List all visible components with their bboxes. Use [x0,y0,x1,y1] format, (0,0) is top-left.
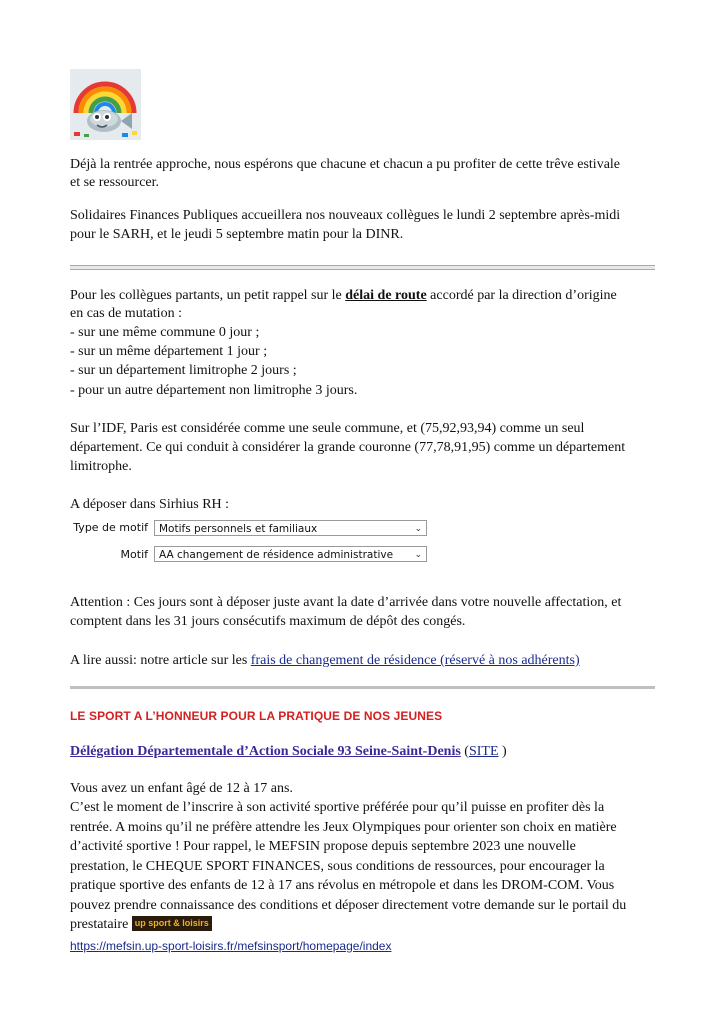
rainbow-fish-icon [70,69,141,140]
delai-item: - sur une même commune 0 jour ; [70,325,260,340]
welcome-line: pour le SARH, et le jeudi 5 septembre matin pour la DINR. [70,227,404,242]
sport-line: rentrée. A moins qu’il ne préfère attendre les Jeux Olympiques pour orienter son choix en matière [70,820,617,835]
attention-line: comptent dans les 31 jours consécutifs maximum de dépôt des congés. [70,614,466,629]
chevron-down-icon: ⌄ [414,550,422,560]
prestataire-text: prestataire [70,917,129,932]
chevron-down-icon: ⌄ [414,524,422,534]
delai-lead [70,287,617,305]
delai-lead-pre: Pour les collègues partants, un petit rappel sur le [70,288,346,303]
mefsin-portal-link[interactable]: https://mefsin.up-sport-loisirs.fr/mefsinsport/homepage/index [70,939,392,953]
sport-line: C’est le moment de l’inscrire à son activité sportive préférée pour qu’il puisse en profiter dès la [70,800,605,815]
delegation-line [70,743,507,761]
intro-line: et se ressourcer. [70,175,160,190]
idf-line: limitrophe. [70,459,132,474]
lire-aussi-text: A lire aussi: notre article sur les [70,653,251,668]
sport-line: pratique sportive des enfants de 12 à 17 ans révolus en métropole et dans les DROM-COM. Vous [70,878,615,893]
deposer-label: A déposer dans Sirhius RH : [70,497,230,512]
delai-item: - sur un même département 1 jour ; [70,344,268,359]
type-de-motif-value: Motifs personnels et familiaux [159,523,318,535]
sport-line: d’activité sportive ! Pour rappel, le MEFSIN propose depuis septembre 2023 une nouvelle [70,839,576,854]
site-link[interactable]: SITE [468,744,499,759]
delai-lead-line2: en cas de mutation : [70,306,182,321]
type-de-motif-label: Type de motif [73,521,148,534]
frais-changement-residence-link[interactable]: frais de changement de résidence (réservé à nos adhérents) [250,653,580,668]
delai-item: - sur un département limitrophe 2 jours ; [70,363,297,378]
attention-line: Attention : Ces jours sont à déposer juste avant la date d’arrivée dans votre nouvelle affectation, et [70,595,622,610]
delai-lead-post: accordé par la direction d’origine [426,288,617,303]
site-open: ( [460,744,469,759]
divider [70,265,655,270]
up-sport-loisirs-logo: up sport & loisirs [132,916,212,931]
divider [70,686,655,689]
delai-item: - pour un autre département non limitrophe 3 jours. [70,383,358,398]
logo-image [70,69,141,140]
sport-heading: LE SPORT A L’HONNEUR POUR LA PRATIQUE DE NOS JEUNES [70,709,443,723]
motif-select[interactable] [154,546,427,562]
sport-line: pouvez prendre connaissance des conditions et déposer directement votre demande sur le portail du [70,898,627,913]
idf-line: département. Ce qui conduit à considérer la grande couronne (77,78,91,95) comme un département [70,440,626,455]
idf-line: Sur l’IDF, Paris est considérée comme une seule commune, et (75,92,93,94) comme un seul [70,421,585,436]
site-close: ) [498,744,507,759]
motif-value: AA changement de résidence administrative [159,549,394,561]
sport-line: prestation, le CHEQUE SPORT FINANCES, sous conditions de ressources, pour encourager la [70,859,605,874]
delai-de-route-term: délai de route [345,288,427,303]
delegation-link[interactable]: Délégation Départementale d’Action Sociale 93 Seine-Saint-Denis [70,744,461,759]
sport-line: Vous avez un enfant âgé de 12 à 17 ans. [70,781,293,796]
lire-aussi [70,652,580,670]
welcome-line: Solidaires Finances Publiques accueillera nos nouveaux collègues le lundi 2 septembre après-midi [70,208,621,223]
motif-label: Motif [120,548,148,561]
sport-line-last [70,916,212,934]
type-de-motif-select[interactable] [154,520,427,536]
intro-line: Déjà la rentrée approche, nous espérons que chacune et chacun a pu profiter de cette trêve estivale [70,157,621,172]
